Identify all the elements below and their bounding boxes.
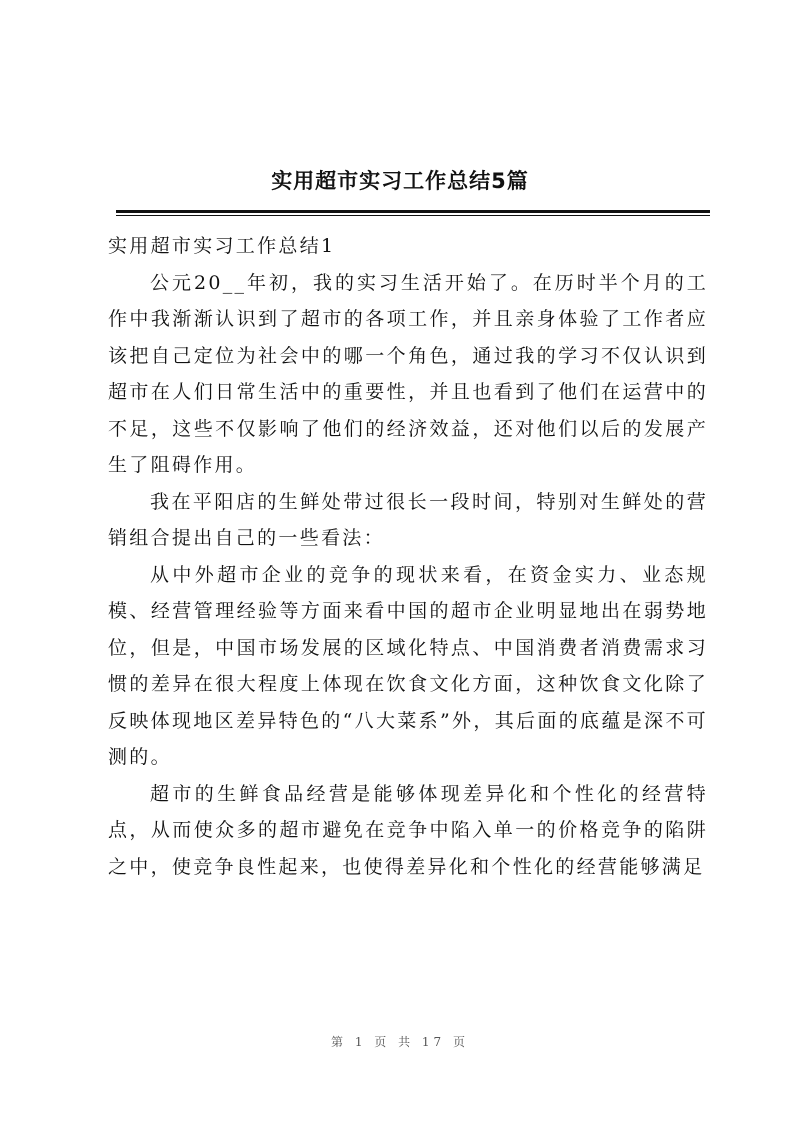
title-divider-thick <box>116 210 710 213</box>
paragraph: 从中外超市企业的竞争的现状来看，在资金实力、业态规模、经营管理经验等方面来看中国的超市企业明显地出在弱势地位，但是，中国市场发展的区域化特点、中国消费者消费需求习惯的差异在很大程度上体现在饮食文化方面，这种饮食文化除了反映体现地区差异特色的“八大菜系”外，其后面的底蕴是深不可测的。 <box>108 563 708 768</box>
page-number-footer: 第 1 页 共 17 页 <box>331 1035 469 1049</box>
document-title: 实用超市实习工作总结5篇 <box>271 169 529 193</box>
title-divider-thin <box>116 215 710 216</box>
section-heading: 实用超市实习工作总结1 <box>108 235 336 257</box>
paragraph: 我在平阳店的生鲜处带过很长一段时间，特别对生鲜处的营销组合提出自己的一些看法： <box>108 490 708 549</box>
paragraph: 超市的生鲜食品经营是能够体现差异化和个性化的经营特点，从而使众多的超市避免在竞争中陷入单一的价格竞争的陷阱之中，使竞争良性起来，也使得差异化和个性化的经营能够满足 <box>108 782 708 878</box>
paragraph: 公元20__年初，我的实习生活开始了。在历时半个月的工作中我渐渐认识到了超市的各项工作，并且亲身体验了工作者应该把自己定位为社会中的哪一个角色，通过我的学习不仅认识到超市在人们日常生活中的重要性，并且也看到了他们在运营中的不足，这些不仅影响了他们的经济效益，还对他们以后的发展产生了阻碍作用。 <box>108 271 708 476</box>
document-body <box>108 228 708 885</box>
